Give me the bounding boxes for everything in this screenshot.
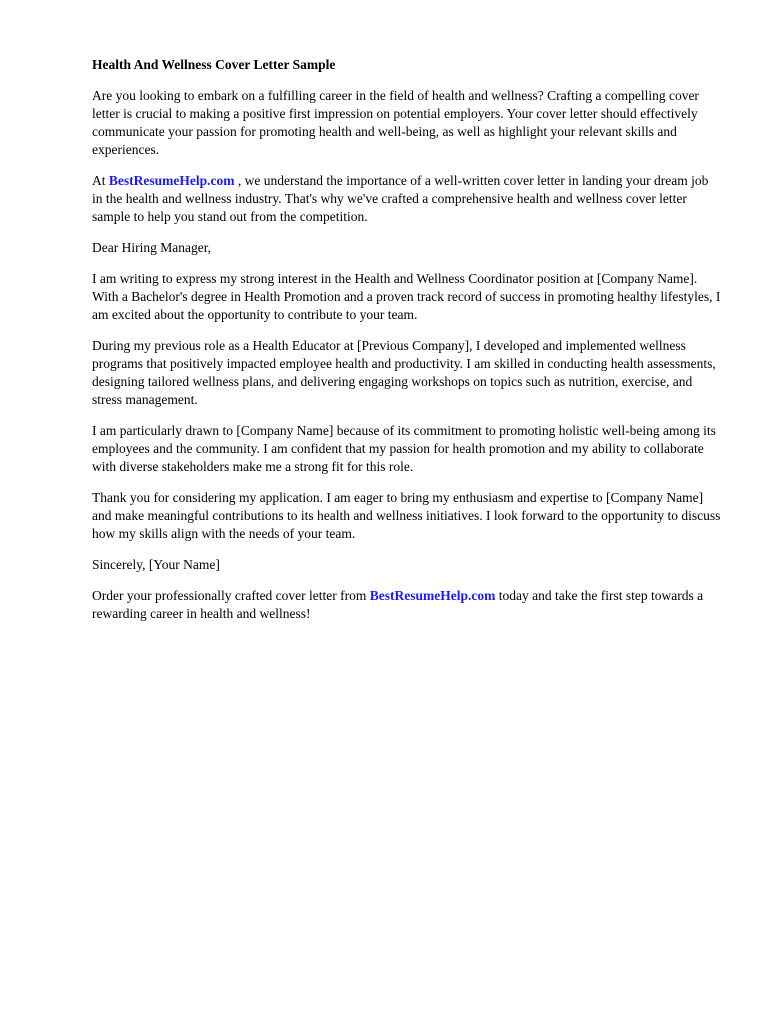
text-run: I am particularly drawn to [Company Name] because of its commitment to promoting holistic well-being among its employees and the community. I am confident that my passion for health promotion and my ability to collaborate with diverse stakeholders make me a strong fit for this role.	[92, 423, 716, 474]
paragraph	[92, 172, 722, 226]
paragraph	[92, 489, 722, 543]
text-run: Sincerely, [Your Name]	[92, 557, 220, 572]
paragraph	[92, 270, 722, 324]
paragraph	[92, 556, 722, 574]
text-run: I am writing to express my strong interest in the Health and Wellness Coordinator position at [Company Name]. With a Bachelor's degree in Health Promotion and a proven track record of success in promoting healthy lifestyles, I am excited about the opportunity to contribute to your team.	[92, 271, 721, 322]
text-run: Thank you for considering my application. I am eager to bring my enthusiasm and expertise to [Company Name] and make meaningful contributions to its health and wellness initiatives. I look forward to the opportunity to discuss how my skills align with the needs of your team.	[92, 490, 721, 541]
text-run: , we understand the importance of a well-written cover letter in landing your dream job in the health and wellness industry. That's why we've crafted a comprehensive health and wellness cover letter sample to help you stand out from the competition.	[92, 173, 709, 224]
paragraph	[92, 239, 722, 257]
text-run: Order your professionally crafted cover letter from	[92, 588, 370, 603]
text-run: Dear Hiring Manager,	[92, 240, 212, 255]
bestresumehelp-link[interactable]: BestResumeHelp.com	[108, 173, 235, 188]
text-run: today and take the first step towards a rewarding career in health and wellness!	[92, 588, 704, 621]
text-run: At	[92, 173, 109, 188]
text-run: During my previous role as a Health Educator at [Previous Company], I developed and implemented wellness programs that positively impacted employee health and productivity. I am skilled in conducting health assessments, designing tailored wellness plans, and delivering engaging workshops on topics such as nutrition, exercise, and stress management.	[92, 338, 716, 407]
letter-content	[92, 56, 722, 623]
paragraph	[92, 587, 722, 623]
paragraph	[92, 337, 722, 409]
text-run: Are you looking to embark on a fulfilling career in the field of health and wellness? Crafting a compelling cover letter is crucial to making a positive first impression on potential employers. Your cover letter should effectively communicate your passion for promoting health and well-being, as well as highlight your relevant skills and experiences.	[92, 88, 699, 157]
bestresumehelp-link[interactable]: BestResumeHelp.com	[369, 588, 496, 603]
document-heading: Health And Wellness Cover Letter Sample	[92, 57, 336, 72]
paragraph	[92, 87, 722, 159]
paragraph	[92, 422, 722, 476]
letter-body	[92, 87, 722, 623]
